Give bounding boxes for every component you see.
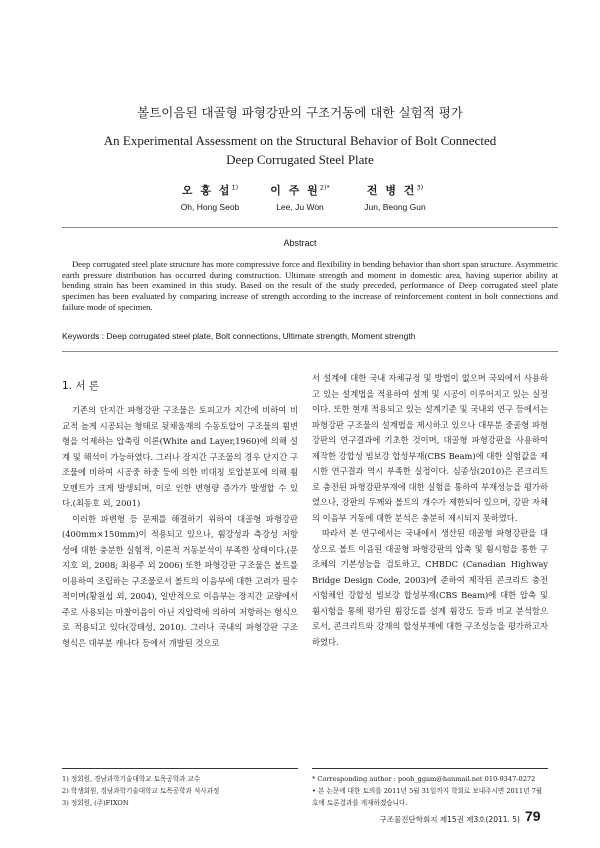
author-name-ko: 이 주 원 xyxy=(270,184,320,197)
paragraph: 서 설계에 대한 국내 자체규정 및 방법이 없으며 국외에서 사용하고 있는 설계법을 적용하여 설계 및 시공이 이루어지고 있는 실정이다. 또한 현재 적용되고 있는 설계기준 및 국내외 연구 등에서는 파형강판 구조물의 설계법을 제시하고 있으나 대부분 중골형 파형강판의 연구결과에 기초한 것이며, 대골형 파형강판을 사용하여 제작한 강합성 빔보강 합성부재(CBS Beam)에 대한 실험값을 제시한 연구결과 역시 부족한 실정이다. 심종성(2010)은 콘크리트로 충전된 파형강판부재에 대한 실험을 통하여 부재성능을 평가하였으나, 강판의 두께와 볼트의 개수가 제한되어 있으며, 강판 자체의 이음부 거동에 대한 분석은 충분히 제시되지 못하였다. xyxy=(312,373,548,523)
section-heading-introduction: 1. 서 론 xyxy=(62,380,99,392)
abstract-bottom-rule xyxy=(62,351,558,352)
footnote-rule-right xyxy=(312,768,548,769)
footnotes-right xyxy=(312,773,548,809)
journal-info: 구조물진단학회지 제15권 제3호(2011. 5) xyxy=(379,815,520,824)
keywords-text: Deep corrugated steel plate, Bolt connections, Ultimate strength, Moment strength xyxy=(106,331,416,341)
paper-title-korean: 볼트이음된 대골형 파형강판의 구조거동에 대한 실험적 평가 xyxy=(137,105,463,120)
footnote: 1) 정회원, 경남과학기술대학교 토목공학과 교수 xyxy=(62,775,201,783)
paragraph: 기존의 단지간 파형강판 구조물은 토피고가 지간에 비하여 비교적 높게 시공되는 형태로 뒷채움재의 수동토압이 구조물의 휨변형을 억제하는 압축링 이론(White and Layer,1960)에 의해 설계 및 해석이 가능하였다. 그러나 장지간 구조물의 경우 단지간 구조물에 비하여 시공중 하중 등에 의한 비대칭 토압분포에 의해 휨모멘트가 크게 발생되며, 이로 인한 변형량 증가가 발생할 수 있다.(최동호 외, 2001) xyxy=(62,405,298,508)
left-column xyxy=(62,403,298,651)
paragraph: 이러한 파변형 등 문제를 해결하기 위하여 대골형 파형강판(400mm×150mm)이 적용되고 있으나, 휨강성과 측강성 저항성에 대한 충분한 실험적, 이론적 거동분석이 부족한 상태이다.(문지호 외, 2008; 최용주 외 2006) 또한 파형강판 구조물은 볼트를 이용하여 조립하는 구조물로서 볼트의 이음부에 대한 고려가 필수적이며(황원섭 외, 2004), 일반적으로 이음부는 장지간 교량에서 주로 사용되는 마찰이음이 아닌 지압력에 의하여 저항하는 형식으로 적용되고 있다(강태성, 2010). 그러나 국내의 파형강판 구조 형식은 대부분 캐나다 등에서 개발된 것으로 xyxy=(62,513,298,648)
paper-title-english xyxy=(0,131,600,169)
author-affil-mark: 1) xyxy=(231,183,239,192)
abstract-heading: Abstract xyxy=(283,238,317,248)
author-name-ko: 오 홍 섭 xyxy=(181,184,232,197)
title-en-line2: Deep Corrugated Steel Plate xyxy=(226,152,374,167)
right-column xyxy=(312,371,548,650)
footnote-rule-left xyxy=(62,768,298,769)
author-name-en: Oh, Hong Seob xyxy=(180,202,240,212)
keywords xyxy=(62,331,558,341)
footnote-corresponding-author: * Corresponding author : pooh_ggam@hanmail.net 010-9347-0272 xyxy=(312,775,536,783)
keywords-label: Keywords : xyxy=(62,331,105,341)
author-affil-mark: 2)* xyxy=(319,183,330,192)
author-name-ko: 전 병 건 xyxy=(366,184,417,197)
author-affil-mark: 3) xyxy=(416,183,424,192)
author-3 xyxy=(335,182,455,212)
author-name-en: Lee, Ju Won xyxy=(276,202,324,212)
page-number: 79 xyxy=(525,808,541,824)
title-en-line1: An Experimental Assessment on the Structural Behavior of Bolt Connected xyxy=(103,133,497,148)
abstract-top-rule xyxy=(62,227,558,228)
abstract-text: Deep corrugated steel plate structure has more compressive force and flexibility in bending behavior than short span structure. Asymmetric earth pressure distribution has occurred during construction. Ultimate strength and moment in domestic area, having superior ability at bending strain has been examined in this study. Based on the result of the study preceded, performance of Deep corrugated steel plate specimen has been evaluated by comparing increase of strength according to the increase of reinforcement content in bolt connections and failure mode of specimen. xyxy=(62,259,558,312)
footnotes-left xyxy=(62,773,298,809)
footnote: 2) 학생회원, 경남과학기술대학교 토목공학과 석사과정 xyxy=(62,787,220,795)
footnote-discussion-note: • 본 논문에 대한 토의를 2011년 5월 31일까지 학회로 보내주시면 2011년 7월호에 토론결과를 게재하겠습니다. xyxy=(312,787,543,807)
footnote: 3) 정회원, (주)FIXON xyxy=(62,799,129,807)
paragraph: 따라서 본 연구에서는 국내에서 생산된 대골형 파형강판을 대상으로 볼트 이음된 대골형 파형강판의 압축 및 휨시험을 통한 구조체의 기본성능을 검토하고, CHBDC (Canadian Highway Bridge Design Code, 2003)에 준하여 제작된 콘크리트 충전 시험체인 강합성 빔보강 합성부재(CBS Beam)에 대한 압축 및 휨시험을 통해 평가된 휨강도를 설계 휨강도 등과 비교 분석함으로서, 콘크리트와 강재의 합성부재에 대한 구조성능을 평가하고자 하였다. xyxy=(312,528,548,647)
author-name-en: Jun, Beong Gun xyxy=(364,202,426,212)
